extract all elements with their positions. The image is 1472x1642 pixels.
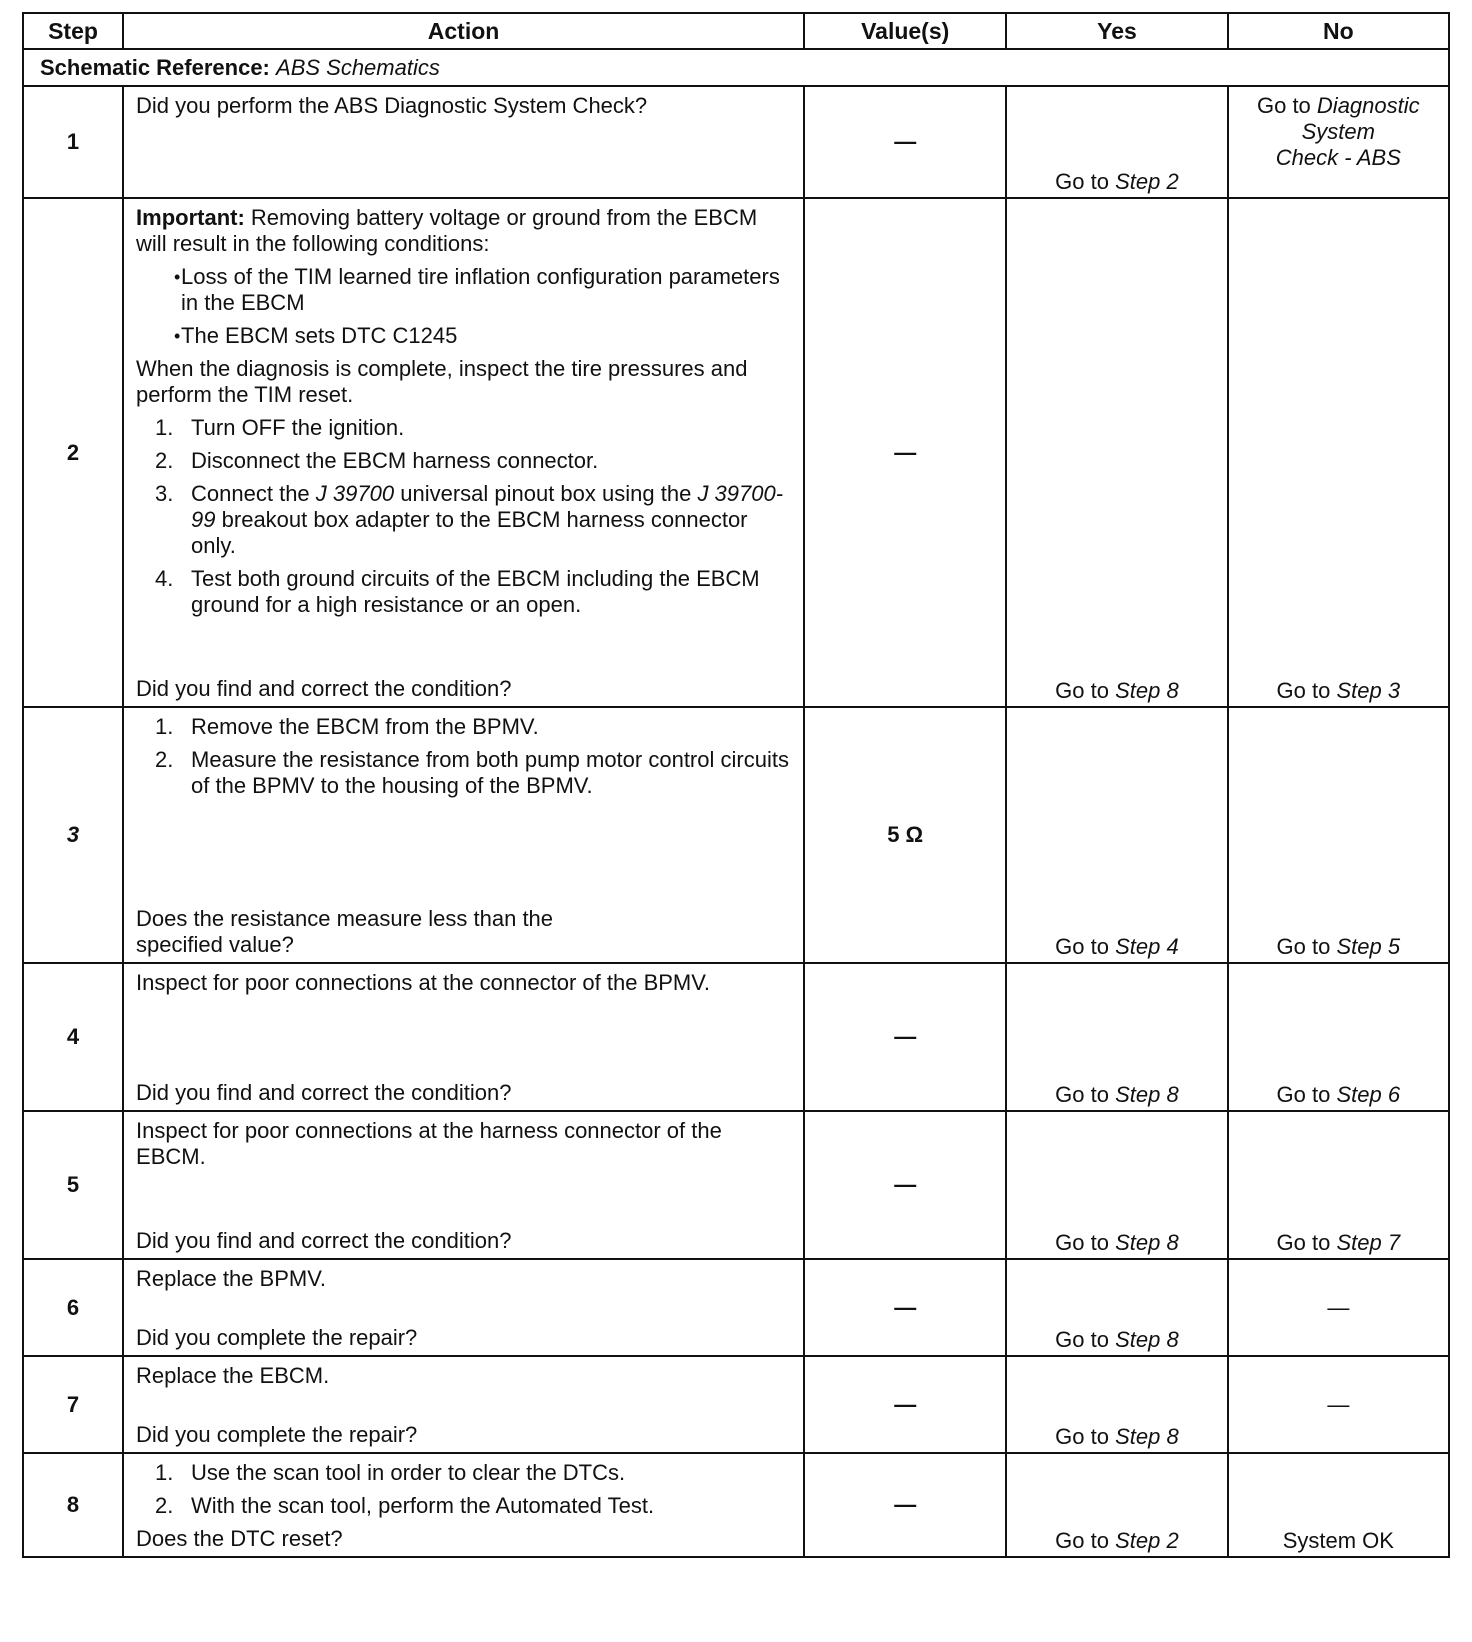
yes-cell: [1006, 1111, 1227, 1259]
step-number: 8: [23, 1453, 123, 1557]
no-step-link[interactable]: Step 6: [1336, 1082, 1401, 1107]
action-question: Did you complete the repair?: [136, 1325, 418, 1350]
item-number: 2.: [155, 747, 174, 772]
yes-step-link[interactable]: Step 2: [1115, 169, 1179, 194]
item-number: 2.: [155, 448, 174, 473]
yes-cell: [1006, 707, 1227, 963]
go-to-label: Go to: [1055, 934, 1109, 959]
item-text: Use the scan tool in order to clear the DTCs.: [191, 1460, 626, 1485]
item-number: 1.: [155, 1460, 174, 1485]
step-row-5: [23, 1111, 1449, 1259]
action-question: Did you find and correct the condition?: [136, 676, 512, 701]
action-text: Inspect for poor connections at the harness connector of the EBCM.: [136, 1118, 722, 1169]
no-cell: [1228, 1111, 1449, 1259]
no-cell: —: [1228, 1259, 1449, 1356]
value-cell: —: [804, 86, 1006, 198]
schematic-reference-row: [23, 49, 1449, 86]
yes-step-link[interactable]: Step 8: [1115, 1230, 1179, 1255]
action-cell: [123, 86, 804, 198]
step-row-7: [23, 1356, 1449, 1453]
action-question: Does the resistance measure less than the specified value?: [136, 906, 554, 957]
action-cell: [123, 963, 804, 1111]
step-number: 6: [23, 1259, 123, 1356]
no-cell: [1228, 86, 1449, 198]
important-note: [136, 205, 793, 257]
action-text: Did you perform the ABS Diagnostic System Check?: [136, 93, 648, 118]
no-step-link[interactable]: Step 3: [1336, 678, 1401, 703]
go-to-label: Go to: [1276, 678, 1331, 703]
item-number: 4.: [155, 566, 174, 591]
value-cell: —: [804, 1259, 1006, 1356]
item-text: Disconnect the EBCM harness connector.: [191, 448, 599, 473]
go-to-label: Go to: [1055, 678, 1109, 703]
header-yes: Yes: [1006, 13, 1227, 49]
tool-link-j39700[interactable]: J 39700: [315, 481, 395, 506]
value-cell: 5 Ω: [804, 707, 1006, 963]
step-number: 1: [23, 86, 123, 198]
header-step: Step: [23, 13, 123, 49]
header-action: Action: [123, 13, 804, 49]
step-number: 3: [23, 707, 123, 963]
numbered-item: [136, 415, 793, 441]
go-to-label: Go to: [1276, 1230, 1331, 1255]
item-text: Measure the resistance from both pump motor control circuits of the BPMV to the housing of the BPMV.: [191, 747, 789, 798]
item-text-c: breakout box adapter to the EBCM harness connector only.: [191, 507, 748, 558]
action-cell: [123, 1111, 804, 1259]
item-number: 2.: [155, 1493, 174, 1518]
action-question: Did you complete the repair?: [136, 1422, 418, 1447]
go-to-label: Go to: [1055, 1528, 1109, 1553]
bullet-text: The EBCM sets DTC C1245: [181, 323, 458, 348]
action-text: Replace the BPMV.: [136, 1266, 326, 1291]
step-row-8: [23, 1453, 1449, 1557]
value-cell: —: [804, 1111, 1006, 1259]
action-question: Does the DTC reset?: [136, 1526, 343, 1551]
numbered-item: [136, 566, 793, 618]
value-cell: —: [804, 1356, 1006, 1453]
important-text: Removing battery voltage or ground from the EBCM will result in the following conditions:: [136, 205, 758, 256]
action-cell: [123, 1356, 804, 1453]
step-number: 7: [23, 1356, 123, 1453]
item-text: Test both ground circuits of the EBCM including the EBCM ground for a high resistance or an open.: [191, 566, 760, 617]
bullet-icon: •: [174, 267, 181, 287]
schematic-reference-link[interactable]: ABS Schematics: [276, 54, 440, 80]
yes-step-link[interactable]: Step 8: [1115, 678, 1179, 703]
no-cell: —: [1228, 1356, 1449, 1453]
completion-note: When the diagnosis is complete, inspect the tire pressures and perform the TIM reset.: [136, 356, 748, 407]
step-row-2: [23, 198, 1449, 707]
yes-step-link[interactable]: Step 4: [1115, 934, 1179, 959]
yes-step-link[interactable]: Step 2: [1115, 1528, 1179, 1553]
header-no: No: [1228, 13, 1449, 49]
step-row-3: [23, 707, 1449, 963]
header-values: Value(s): [804, 13, 1006, 49]
no-cell: [1228, 198, 1449, 707]
no-cell: [1228, 963, 1449, 1111]
action-text: Inspect for poor connections at the connector of the BPMV.: [136, 970, 711, 995]
numbered-item: [136, 481, 793, 559]
action-cell: [123, 198, 804, 707]
action-question: Did you find and correct the condition?: [136, 1080, 512, 1105]
numbered-item: [136, 714, 793, 740]
go-to-label: Go to: [1276, 934, 1331, 959]
no-link-check-abs[interactable]: Check - ABS: [1275, 145, 1401, 170]
yes-cell: [1006, 1453, 1227, 1557]
step-row-4: [23, 963, 1449, 1111]
step-row-1: [23, 86, 1449, 198]
yes-step-link[interactable]: Step 8: [1115, 1082, 1179, 1107]
go-to-label: Go to: [1055, 1230, 1109, 1255]
go-to-label: Go to: [1055, 1424, 1109, 1449]
diagnostic-table: [22, 12, 1450, 1558]
value-cell: —: [804, 198, 1006, 707]
item-text-a: Connect the: [191, 481, 310, 506]
yes-step-link[interactable]: Step 8: [1115, 1424, 1179, 1449]
numbered-item: [136, 1460, 793, 1486]
numbered-item: [136, 747, 793, 799]
step-row-6: [23, 1259, 1449, 1356]
item-number: 3.: [155, 481, 174, 506]
item-text: Remove the EBCM from the BPMV.: [191, 714, 539, 739]
go-to-label: Go to: [1055, 1327, 1109, 1352]
no-step-link[interactable]: Step 7: [1336, 1230, 1401, 1255]
no-cell: [1228, 707, 1449, 963]
item-text-b: universal pinout box using the: [400, 481, 692, 506]
bullet-item: [136, 323, 793, 349]
value-cell: —: [804, 1453, 1006, 1557]
yes-cell: [1006, 198, 1227, 707]
yes-cell: [1006, 963, 1227, 1111]
value-cell: —: [804, 963, 1006, 1111]
numbered-item: [136, 1493, 793, 1519]
no-link-system[interactable]: System: [1301, 119, 1375, 144]
bullet-text: Loss of the TIM learned tire inflation configuration parameters in the EBCM: [181, 264, 780, 315]
step-number: 5: [23, 1111, 123, 1259]
schematic-reference: [23, 49, 1449, 86]
tool-link-j39700-99[interactable]: J 39700-99: [191, 481, 784, 532]
no-cell: System OK: [1228, 1453, 1449, 1557]
go-to-label: Go to: [1055, 1082, 1109, 1107]
step-number: 4: [23, 963, 123, 1111]
no-link-diagnostic[interactable]: Diagnostic: [1316, 93, 1420, 118]
yes-cell: [1006, 1356, 1227, 1453]
action-cell: [123, 1259, 804, 1356]
item-text: Turn OFF the ignition.: [191, 415, 405, 440]
header-row: [23, 13, 1449, 49]
schematic-reference-label: Schematic Reference:: [40, 54, 270, 80]
yes-cell: [1006, 1259, 1227, 1356]
action-cell: [123, 1453, 804, 1557]
bullet-icon: •: [174, 326, 181, 346]
important-label: Important:: [136, 205, 245, 230]
go-to-label: Go to: [1055, 169, 1109, 194]
numbered-item: [136, 448, 793, 474]
action-text: Replace the EBCM.: [136, 1363, 330, 1388]
no-prefix: Go to: [1256, 93, 1311, 118]
action-cell: [123, 707, 804, 963]
yes-step-link[interactable]: Step 8: [1115, 1327, 1179, 1352]
item-number: 1.: [155, 714, 174, 739]
action-question: Did you find and correct the condition?: [136, 1228, 512, 1253]
go-to-label: Go to: [1276, 1082, 1331, 1107]
no-step-link[interactable]: Step 5: [1336, 934, 1401, 959]
item-text: With the scan tool, perform the Automated Test.: [191, 1493, 655, 1518]
bullet-item: [136, 264, 793, 316]
step-number: 2: [23, 198, 123, 707]
item-number: 1.: [155, 415, 174, 440]
yes-cell: [1006, 86, 1227, 198]
